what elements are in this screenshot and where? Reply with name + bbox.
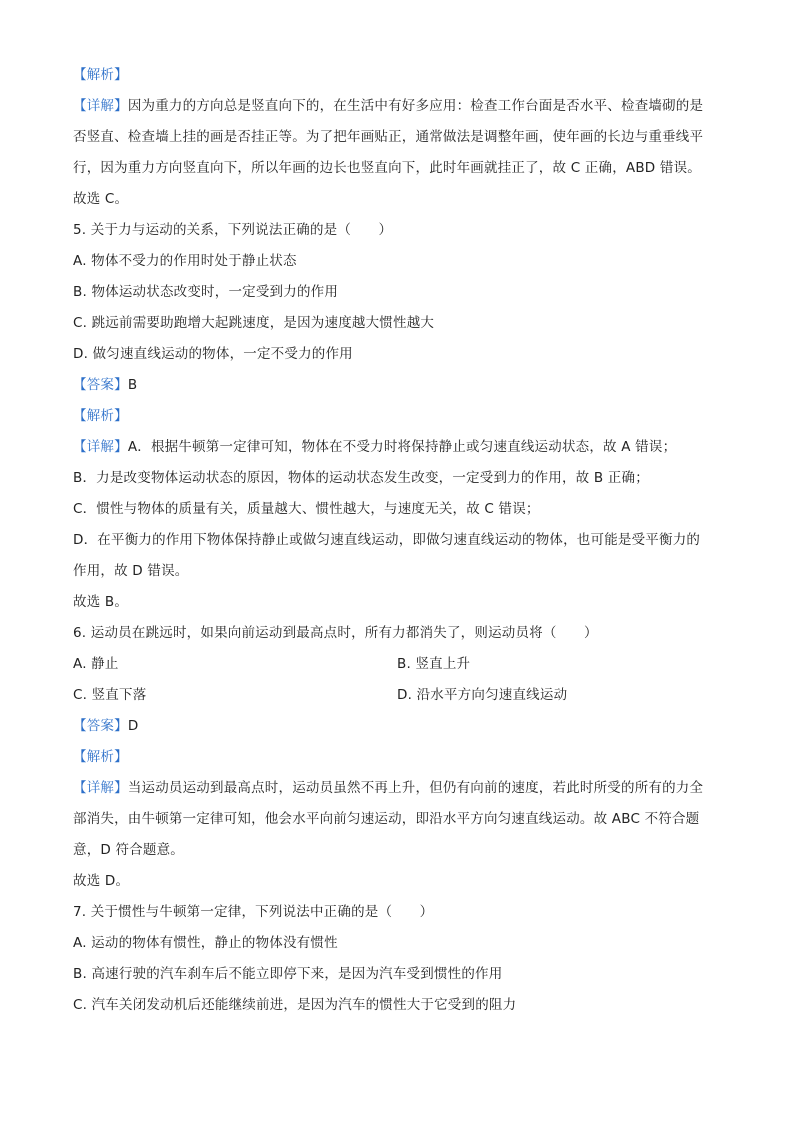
q6-option-c: C. 竖直下落 [73,687,147,703]
detail-tag: 【详解】 [73,439,128,455]
q5-stem: 5. 关于力与运动的关系，下列说法正确的是（ ） [73,222,393,238]
q5-detail-text-1: A．根据牛顿第一定律可知，物体在不受力时将保持静止或匀速直线运动状态，故 A 错误； [127,439,677,455]
q6-analysis-heading [73,742,723,773]
answer-tag: 【答案】 [73,377,128,393]
q5-detail-line-4: D．在平衡力的作用下物体保持静止或做匀速直线运动，即做匀速直线运动的物体，也可能是受平衡力的 [73,532,701,548]
q4-detail-line-3: 行，因为重力方向竖直向下，所以年画的边长也竖直向下，此时年画就挂正了，故 C 正确，ABD 错误。 [73,160,701,176]
q7-option-b: B. 高速行驶的汽车刹车后不能立即停下来，是因为汽车受到惯性的作用 [73,966,503,982]
q6-detail-line-1 [73,773,723,804]
q6-option-b: B. 竖直上升 [397,656,471,672]
answer-tag: 【答案】 [73,718,128,734]
q7-option-a: A. 运动的物体有惯性，静止的物体没有惯性 [73,935,338,951]
q5-answer-value: B [127,377,138,393]
detail-tag: 【详解】 [73,780,128,796]
q5-option-c: C. 跳远前需要助跑增大起跳速度，是因为速度越大惯性越大 [73,315,435,331]
q5-detail-line-1 [73,432,723,463]
q6-option-a: A. 静止 [73,656,119,672]
analysis-tag: 【解析】 [73,749,128,765]
analysis-tag: 【解析】 [73,67,128,83]
q5-answer [73,370,723,401]
q5-option-d: D. 做匀速直线运动的物体，一定不受力的作用 [73,346,353,362]
q5-option-a: A. 物体不受力的作用时处于静止状态 [73,253,297,269]
q5-analysis-heading [73,401,723,432]
q6-answer [73,711,723,742]
q5-conclusion: 故选 B。 [73,594,129,610]
q5-option-b: B. 物体运动状态改变时，一定受到力的作用 [73,284,339,300]
q4-detail-line-1 [73,91,723,122]
q6-option-d: D. 沿水平方向匀速直线运动 [397,687,568,703]
q6-options-row-1 [73,649,723,680]
q4-conclusion: 故选 C。 [73,191,129,207]
q5-detail-line-2: B．力是改变物体运动状态的原因，物体的运动状态发生改变，一定受到力的作用，故 B 正确； [73,470,649,486]
q6-conclusion: 故选 D。 [73,873,130,889]
document-page [73,60,723,1021]
q6-detail-line-3: 意，D 符合题意。 [73,842,184,858]
q7-stem: 7. 关于惯性与牛顿第一定律，下列说法中正确的是（ ） [73,904,434,920]
analysis-tag: 【解析】 [73,408,128,424]
q6-detail-line-2: 部消失，由牛顿第一定律可知，他会水平向前匀速运动，即沿水平方向匀速直线运动。故 ABC 不符合题 [73,811,700,827]
detail-tag: 【详解】 [73,98,128,114]
q5-detail-line-5: 作用，故 D 错误。 [73,563,189,579]
q4-analysis-heading [73,60,723,91]
q7-option-c: C. 汽车关闭发动机后还能继续前进，是因为汽车的惯性大于它受到的阻力 [73,997,517,1013]
q6-detail-text-1: 当运动员运动到最高点时，运动员虽然不再上升，但仍有向前的速度，若此时所受的所有的力全 [127,780,704,796]
q5-detail-line-3: C．惯性与物体的质量有关，质量越大、惯性越大，与速度无关，故 C 错误； [73,501,540,517]
q6-stem: 6. 运动员在跳远时，如果向前运动到最高点时，所有力都消失了，则运动员将（ ） [73,625,598,641]
q4-detail-line-2: 否竖直、检查墙上挂的画是否挂正等。为了把年画贴正，通常做法是调整年画，使年画的长边与重垂线平 [73,129,704,145]
q6-answer-value: D [127,718,139,734]
q6-options-row-2 [73,680,723,711]
q4-detail-text-1: 因为重力的方向总是竖直向下的，在生活中有好多应用：检查工作台面是否水平、检查墙砌的是 [127,98,704,114]
